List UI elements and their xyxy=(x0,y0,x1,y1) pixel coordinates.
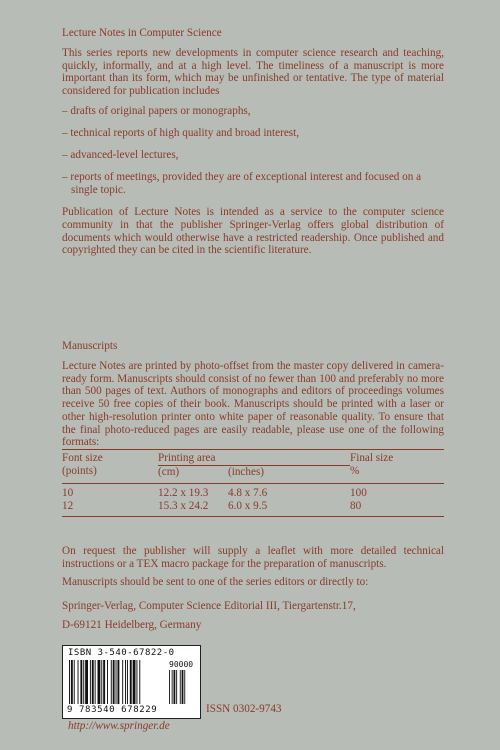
barcode-bar xyxy=(133,660,136,704)
manuscripts-body: Lecture Notes are printed by photo-offset from the master copy delivered in camera-ready form. Manuscripts should consist of no fewer than 100 and preferably no more than 500 pages of text. Authors of monographs and editors of proceedings volumes receive 50 free copies of their book. Manuscripts should be printed with a laser or other high-resolution printer onto white paper of reasonable quality. To ensure that the final photo-reduced pages are easily readable, please use one of the following formats: xyxy=(62,360,444,449)
series-heading: Lecture Notes in Computer Science xyxy=(62,27,222,39)
barcode-bar xyxy=(117,660,119,704)
table-header: % xyxy=(350,465,444,483)
manuscripts-heading: Manuscripts xyxy=(62,340,118,352)
leaflet-paragraph: On request the publisher will supply a leaflet with more detailed technical instructions or a TEX macro package for the preparation of manuscripts. xyxy=(62,545,444,570)
barcode-bar xyxy=(95,660,96,704)
barcode-addon-bar xyxy=(176,670,177,704)
barcode-addon: 90000 xyxy=(169,660,194,669)
series-description xyxy=(62,26,444,257)
barcode-bar xyxy=(83,660,84,704)
barcode-bar xyxy=(122,660,123,704)
barcode-number: 9 783540 678229 xyxy=(67,705,158,715)
contact-section xyxy=(62,545,444,638)
isbn-barcode xyxy=(62,645,201,719)
barcode-bar xyxy=(130,660,132,704)
table-row: 12 15.3 x 24.2 6.0 x 9.5 80 xyxy=(62,500,444,517)
publisher-address: Springer-Verlag, Computer Science Editorial III, Tiergartenstr.17, D-69121 Heidelberg, Germany xyxy=(62,600,356,631)
barcode-bar xyxy=(78,660,79,704)
table-row: 10 12.2 x 19.3 4.8 x 7.6 100 xyxy=(62,486,367,499)
table-header: (inches) xyxy=(228,465,350,483)
barcode-addon-bar xyxy=(182,670,184,704)
barcode-bar xyxy=(107,660,108,704)
barcode-bar xyxy=(74,660,75,704)
barcode-bar xyxy=(127,660,128,704)
table-header: Printing area xyxy=(158,449,228,465)
barcode-bar xyxy=(92,660,94,704)
barcode-addon-bar xyxy=(172,670,173,704)
issn: ISSN 0302-9743 xyxy=(206,703,282,715)
barcode-addon-bar xyxy=(184,670,185,704)
barcode-bar xyxy=(101,660,102,704)
list-item: – technical reports of high quality and broad interest, xyxy=(62,127,444,140)
table-header: (points) xyxy=(62,465,158,483)
barcode-addon-bar xyxy=(174,670,176,704)
barcode-bars xyxy=(69,660,197,704)
table-header: Final size xyxy=(350,451,394,464)
barcode-bar xyxy=(139,660,140,704)
table-header: (cm) xyxy=(158,465,228,483)
barcode-addon-bar xyxy=(180,670,181,704)
barcode-bar xyxy=(125,660,126,704)
list-item: – reports of meetings, provided they are of exceptional interest and focused on a single topic. xyxy=(62,171,444,196)
barcode-bar xyxy=(90,660,91,704)
barcode-bar xyxy=(98,660,101,704)
formats-table xyxy=(62,449,444,517)
publication-paragraph: Publication of Lecture Notes is intended as a service to the computer science community in that the publisher Springer-Verlag offers global distribution of documents which would otherwise have a restricted readership. Once published and copyrighted they can be cited in the scientific literature. xyxy=(62,206,444,257)
list-item: – advanced-level lectures, xyxy=(62,149,444,162)
barcode-bar xyxy=(85,660,88,704)
barcode-bar xyxy=(116,660,117,704)
material-list xyxy=(62,105,444,197)
barcode-addon-bar xyxy=(169,670,170,704)
barcode-bar xyxy=(103,660,105,704)
list-item: – drafts of original papers or monographs, xyxy=(62,105,444,118)
isbn-label: ISBN 3-540-67822-0 xyxy=(68,648,175,658)
barcode-bar xyxy=(71,660,73,704)
barcode-bar xyxy=(136,660,137,704)
barcode-bar xyxy=(111,660,112,704)
publisher-url[interactable]: http://www.springer.de xyxy=(68,720,170,732)
manuscripts-section xyxy=(62,339,444,517)
barcode-bar xyxy=(113,660,115,704)
send-paragraph: Manuscripts should be sent to one of the series editors or directly to: xyxy=(62,576,369,589)
table-header: Font size xyxy=(62,451,103,464)
barcode-bar xyxy=(80,660,82,704)
series-intro: This series reports new developments in computer science research and teaching, quickly, informally, and at a high level. The timeliness of a manuscript is more important than its form, which may be unfinished or tentative. The type of material considered for publication includes xyxy=(62,47,444,98)
barcode-bar xyxy=(69,660,70,704)
